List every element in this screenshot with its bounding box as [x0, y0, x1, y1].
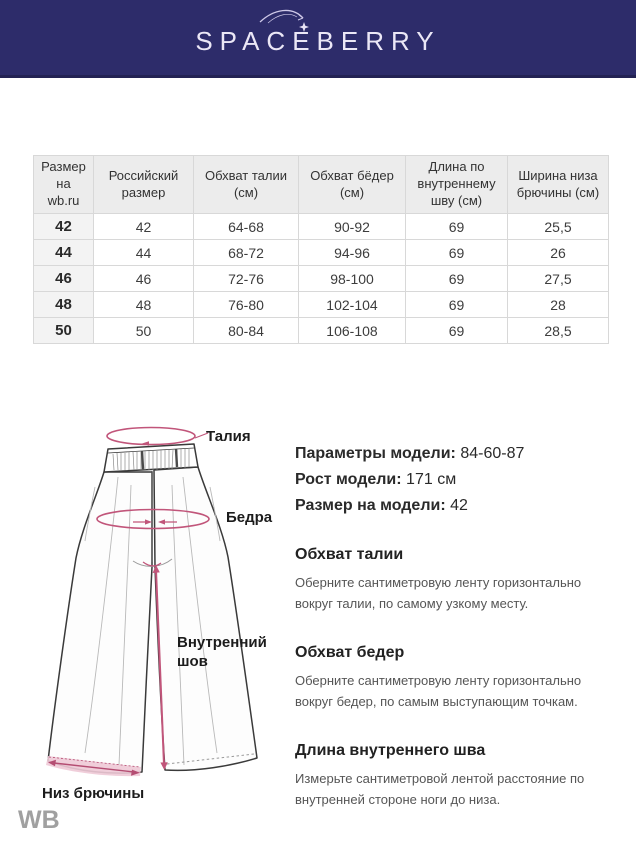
col-header-inseam: Длина по внутреннему шву (см) — [406, 156, 508, 214]
cell-hips: 90-92 — [299, 214, 406, 240]
cell-wb-size: 50 — [34, 318, 94, 344]
model-size-value: 42 — [450, 497, 468, 514]
col-header-hem-width: Ширина низа брючины (см) — [508, 156, 609, 214]
cell-waist: 72-76 — [194, 266, 299, 292]
cell-ru-size: 42 — [94, 214, 194, 240]
info-column — [295, 441, 620, 840]
model-height-row — [295, 467, 620, 493]
cell-inseam: 69 — [406, 214, 508, 240]
cell-hem-width: 26 — [508, 240, 609, 266]
table-row — [34, 266, 609, 292]
measure-sections — [295, 546, 620, 810]
hips-measure-description: Оберните сантиметровую ленту горизонтально вокруг бедер, по самым выступающим точкам. — [295, 673, 582, 710]
hips-label: Бедра — [226, 509, 273, 526]
table-row — [34, 240, 609, 266]
col-header-waist: Обхват талии (см) — [194, 156, 299, 214]
model-height-label: Рост модели: — [295, 471, 402, 488]
waist-label: Талия — [206, 428, 251, 445]
model-params-value: 84-60-87 — [460, 445, 525, 462]
cell-ru-size: 46 — [94, 266, 194, 292]
cell-waist: 76-80 — [194, 292, 299, 318]
table-row — [34, 318, 609, 344]
model-params-label: Параметры модели: — [295, 445, 456, 462]
cell-wb-size: 44 — [34, 240, 94, 266]
inseam-label: Внутренний шов — [177, 634, 267, 670]
cell-inseam: 69 — [406, 318, 508, 344]
table-row — [34, 292, 609, 318]
pants-diagram — [25, 415, 285, 810]
cell-hips: 94-96 — [299, 240, 406, 266]
col-header-wb-size: Размер на wb.ru — [34, 156, 94, 214]
cell-ru-size: 44 — [94, 240, 194, 266]
hem-label: Низ брючины — [42, 785, 145, 802]
model-height-value: 171 см — [406, 471, 457, 488]
cell-hips: 106-108 — [299, 318, 406, 344]
model-info — [295, 441, 620, 519]
hips-measure-title: Обхват бедер — [295, 644, 405, 662]
table-row — [34, 214, 609, 240]
waist-measure-section — [295, 546, 620, 614]
cell-waist: 80-84 — [194, 318, 299, 344]
col-header-ru-size: Российский размер — [94, 156, 194, 214]
inseam-measure-section — [295, 742, 620, 810]
cell-inseam: 69 — [406, 240, 508, 266]
cell-ru-size: 50 — [94, 318, 194, 344]
waist-measure-title: Обхват талии — [295, 546, 404, 563]
cell-ru-size: 48 — [94, 292, 194, 318]
cell-hem-width: 27,5 — [508, 266, 609, 292]
cell-inseam: 69 — [406, 292, 508, 318]
brand-header — [0, 0, 636, 78]
cell-hem-width: 28,5 — [508, 318, 609, 344]
cell-hem-width: 28 — [508, 292, 609, 318]
cell-hips: 102-104 — [299, 292, 406, 318]
waist-measure-description: Оберните сантиметровую ленту горизонтально вокруг талии, по самому узкому месту. — [295, 575, 582, 612]
model-size-label: Размер на модели: — [295, 497, 446, 514]
inseam-measure-description: Измерьте сантиметровой лентой расстояние по внутренней стороне ноги до низа. — [295, 771, 585, 808]
cell-inseam: 69 — [406, 266, 508, 292]
cell-hips: 98-100 — [299, 266, 406, 292]
cell-wb-size: 42 — [34, 214, 94, 240]
cell-waist: 68-72 — [194, 240, 299, 266]
col-header-hips: Обхват бёдер (см) — [299, 156, 406, 214]
cell-wb-size: 48 — [34, 292, 94, 318]
inseam-measure-title: Длина внутреннего шва — [295, 742, 486, 760]
brand-logo: SPACEBERRY — [195, 26, 441, 56]
hips-measure-section — [295, 644, 620, 712]
model-params-row — [295, 441, 620, 467]
cell-hem-width: 25,5 — [508, 214, 609, 240]
size-table — [33, 155, 609, 344]
wb-watermark: WB — [18, 806, 60, 834]
size-table-header — [34, 156, 609, 214]
cell-wb-size: 46 — [34, 266, 94, 292]
cell-waist: 64-68 — [194, 214, 299, 240]
model-size-row — [295, 493, 620, 519]
